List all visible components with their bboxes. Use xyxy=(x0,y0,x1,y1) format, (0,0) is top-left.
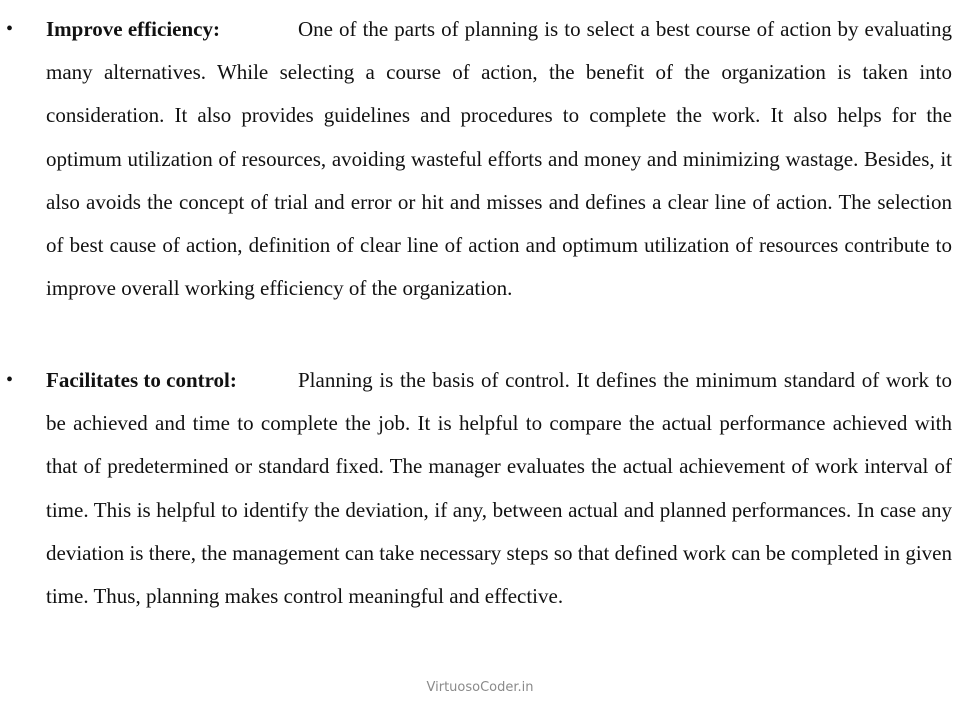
bullet-paragraph: Planning is the basis of control. It defines the minimum standard of work to be achieved and time to complete the job. It is helpful to compare the actual performance achieved with that of predetermined or standard fixed. The manager evaluates the actual achievement of work interval of time. This is helpful to identify the deviation, if any, between actual and planned performances. In case any deviation is there, the management can take necessary steps so that defined work can be completed in given time. Thus, planning makes control meaningful and effective. xyxy=(46,368,952,609)
footer-credit: VirtuosoCoder.in xyxy=(426,680,534,695)
bullet-point: • xyxy=(6,369,14,391)
bullet-item-facilitates-control xyxy=(6,359,952,618)
bullet-heading: Improve efficiency: xyxy=(46,17,220,41)
bullet-heading: Facilitates to control: xyxy=(46,368,237,392)
bullet-point: • xyxy=(6,18,14,40)
bullet-item-improve-efficiency xyxy=(6,8,952,310)
bullet-paragraph: One of the parts of planning is to select a best course of action by evaluating many alternatives. While selecting a course of action, the benefit of the organization is taken into consideration. It also provides guidelines and procedures to complete the work. It also helps for the optimum utilization of resources, avoiding wasteful efforts and money and minimizing wastage. Besides, it also avoids the concept of trial and error or hit and misses and defines a clear line of action. The selection of best cause of action, definition of clear line of action and optimum utilization of resources contribute to improve overall working efficiency of the organization. xyxy=(46,17,952,301)
